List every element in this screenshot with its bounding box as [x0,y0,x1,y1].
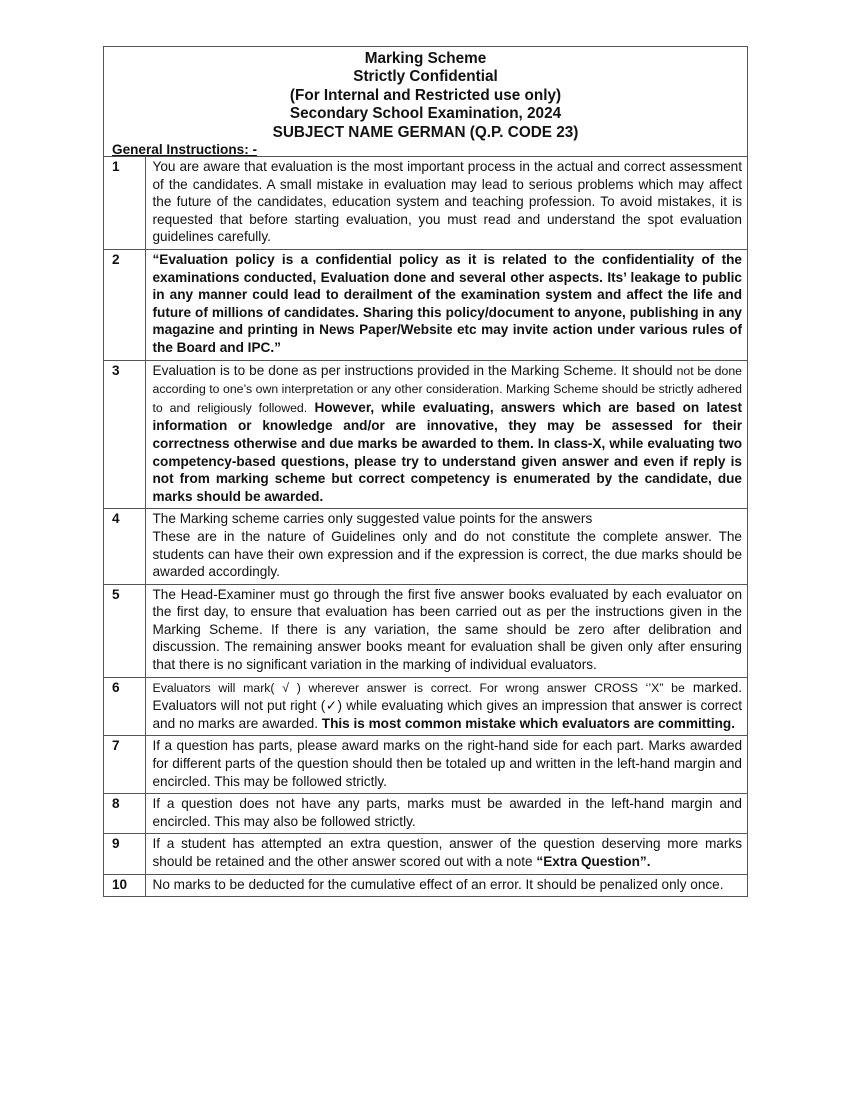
instruction-text [145,360,747,509]
general-instructions-label: General Instructions: - [112,142,258,158]
instruction-text: You are aware that evaluation is the most important process in the actual and correct assessment of the candidates. A small mistake in evaluation may lead to serious problems which may affect the future of the candidates, education system and teaching profession. To avoid mistakes, it is requested that before starting evaluation, you must read and understand the spot evaluation guidelines carefully. [145,157,747,250]
instruction-row [104,874,747,896]
instruction-number: 7 [104,736,145,794]
instruction-number: 4 [104,509,145,584]
instruction-row [104,834,747,874]
instruction-row [104,250,747,361]
instruction-text-emphasis: This is most common mistake which evaluators are committing. [321,715,735,731]
instruction-text-part: The Marking scheme carries only suggested value points for the answers [152,511,593,527]
instruction-number: 10 [104,874,145,896]
instruction-number: 8 [104,794,145,834]
instruction-text-part: Evaluation is to be done as per instructions provided in the Marking Scheme. It should [152,362,673,378]
instruction-text: If a question has parts, please award marks on the right-hand side for each part. Marks awarded for different parts of the question should then be totaled up and written in the left-hand margin and encircled. This may be followed strictly. [145,736,747,794]
instruction-row [104,736,747,794]
instruction-text-part: not be done according to one’s own interpretation or any other consideration. Marking Scheme should be strictly adhered to and religiously followed. [152,363,742,415]
instruction-text-part: marked. Evaluators will not put right (✓) while evaluating which gives an impression that answer is correct and no marks are awarded. [152,679,742,731]
instruction-number: 1 [104,157,145,250]
header-restricted: (For Internal and Restricted use only) [289,86,562,104]
instruction-text-part: Evaluators will mark( √ ) wherever answer is correct. For wrong answer CROSS ‘’X” be [152,680,685,695]
instruction-number: 6 [104,677,145,736]
instruction-text: No marks to be deducted for the cumulative effect of an error. It should be penalized only once. [145,874,747,896]
document-header [104,47,747,142]
instruction-text [145,677,747,736]
instruction-number: 3 [104,360,145,509]
instructions-table [104,156,747,896]
instruction-text-part: These are in the nature of Guidelines only and do not constitute the complete answer. The students can have their own expression and if the expression is correct, the due marks should be awarded accordingly. [152,528,742,580]
instruction-text: If a question does not have any parts, marks must be awarded in the left-hand margin and encircled. This may also be followed strictly. [145,794,747,834]
instruction-text-emphasis: However, while evaluating, answers which are based on latest information or knowledge and/or are innovative, they may be assessed for their correctness otherwise and due marks be awarded to them. In class-X, while evaluating two competency-based questions, please try to understand given answer and even if reply is not from marking scheme but correct competency is enumerated by the candidate, due marks should be awarded. [152,399,742,504]
instruction-number: 2 [104,250,145,361]
instruction-row [104,677,747,736]
instruction-text: “Evaluation policy is a confidential policy as it is related to the confidentiality of the examinations conducted, Evaluation done and several other aspects. Its’ leakage to public in any manner could lead to derailment of the examination system and affect the life and future of millions of candidates. Sharing this policy/document to anyone, publishing in any magazine and printing in News Paper/Website etc may invite action under various rules of the Board and IPC.” [145,250,747,361]
instruction-row [104,584,747,677]
header-subject: SUBJECT NAME GERMAN (Q.P. CODE 23) [272,123,579,141]
instruction-text: The Head-Examiner must go through the first five answer books evaluated by each evaluator on the first day, to ensure that evaluation has been carried out as per the instructions given in the Marking Scheme. If there is any variation, the same should be zero after delibration and discussion. The remaining answer books meant for evaluation shall be given only after ensuring that there is no significant variation in the marking of individual evaluators. [145,584,747,677]
instruction-row [104,157,747,250]
instruction-text [145,509,747,584]
instruction-number: 5 [104,584,145,677]
instruction-text [145,834,747,874]
header-confidential: Strictly Confidential [353,68,498,86]
marking-scheme-document [103,46,748,897]
instruction-text-emphasis: “Extra Question”. [536,854,651,869]
instruction-row [104,794,747,834]
instruction-text-part: If a student has attempted an extra question, answer of the question deserving more marks should be retained and the other answer scored out with a note [152,836,742,869]
instruction-row [104,509,747,584]
instruction-row [104,360,747,509]
header-title: Marking Scheme [364,50,487,67]
header-exam: Secondary School Examination, 2024 [289,105,562,123]
instruction-number: 9 [104,834,145,874]
